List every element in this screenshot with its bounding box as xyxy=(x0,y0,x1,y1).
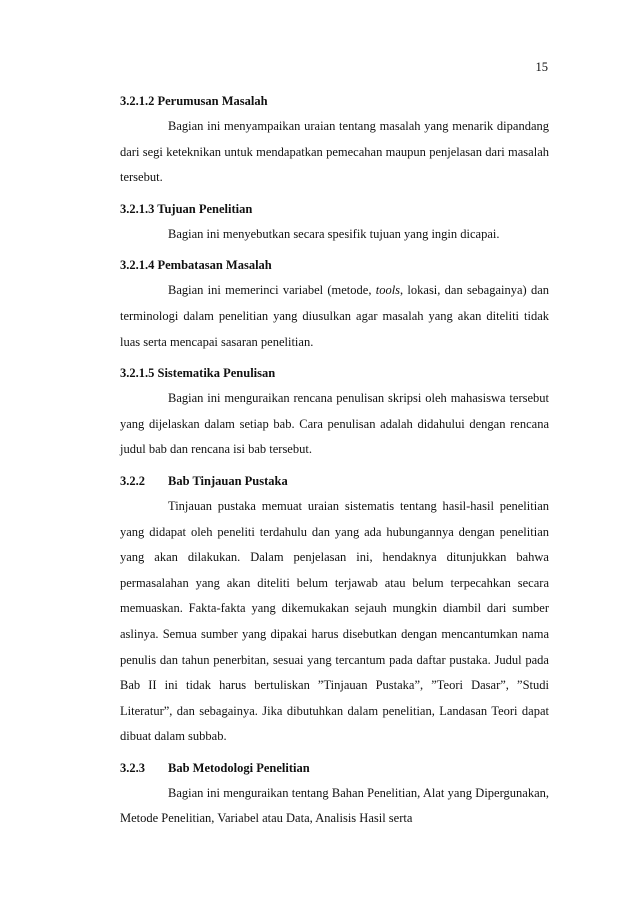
section-title: Sistematika Penulisan xyxy=(157,366,276,381)
section-number: 3.2.2 xyxy=(120,473,145,488)
section-number: 3.2.1.4 xyxy=(120,258,155,273)
italic-term: tools xyxy=(375,283,401,298)
section-number: 3.2.1.2 xyxy=(120,94,155,108)
section-paragraph: Bagian ini menguraikan rencana penulisan skripsi oleh mahasiswa tersebut yang dijelaskan dalam setiap bab. Cara penulisan adalah didahului dengan rencana judul bab dan rencana isi bab tersebut. xyxy=(120,391,549,457)
section-title: Bab Tinjauan Pustaka xyxy=(168,473,288,488)
section-perumusan-masalah xyxy=(120,88,549,191)
section-title: Perumusan Masalah xyxy=(157,94,268,108)
section-number: 3.2.3 xyxy=(120,760,145,775)
section-heading xyxy=(120,196,549,222)
section-title: Bab Metodologi Penelitian xyxy=(168,760,310,775)
section-number: 3.2.1.5 xyxy=(120,366,155,381)
section-paragraph: Bagian ini menyebutkan secara spesifik tujuan yang ingin dicapai. xyxy=(168,226,500,241)
section-heading xyxy=(120,252,549,278)
section-heading xyxy=(120,468,549,494)
paragraph-text: , lokasi, dan sebagainya) dan terminologi dalam penelitian yang diusulkan agar masalah yang akan diteliti tidak luas serta mencapai sasaran penelitian. xyxy=(120,283,549,349)
section-paragraph: Bagian ini menyampaikan uraian tentang masalah yang menarik dipandang dari segi keteknikan untuk mendapatkan pemecahan maupun penjelasan dari masalah tersebut. xyxy=(120,119,549,185)
paragraph-text: Bagian ini memerinci variabel (metode, xyxy=(168,283,376,298)
section-pembatasan-masalah xyxy=(120,252,549,355)
section-tinjauan-pustaka xyxy=(120,468,549,750)
section-title: Pembatasan Masalah xyxy=(157,258,272,273)
section-paragraph: Bagian ini menguraikan tentang Bahan Penelitian, Alat yang Dipergunakan, Metode Penelitian, Variabel atau Data, Analisis Hasil serta xyxy=(120,785,549,826)
section-tujuan-penelitian xyxy=(120,196,549,248)
document-body xyxy=(120,88,549,837)
section-number: 3.2.1.3 xyxy=(120,201,155,216)
page-number: 15 xyxy=(535,60,548,74)
section-sistematika-penulisan xyxy=(120,360,549,463)
section-title: Tujuan Penelitian xyxy=(157,201,253,216)
section-heading xyxy=(120,360,549,386)
section-heading xyxy=(120,88,549,114)
section-paragraph: Tinjauan pustaka memuat uraian sistematis tentang hasil-hasil penelitian yang didapat oleh peneliti terdahulu dan yang ada hubungannya dengan penelitian yang akan dilakukan. Dalam penjelasan ini, hendaknya ditunjukkan bahwa permasalahan yang akan diteliti belum terjawab atau belum terpecahkan secara memuaskan. Fakta-fakta yang dikemukakan sejauh mungkin diambil dari sumber aslinya. Semua sumber yang dipakai harus disebutkan dengan mencantumkan nama penulis dan tahun penerbitan, sesuai yang tercantum pada daftar pustaka. Judul pada Bab II ini tidak harus bertuliskan ”Tinjauan Pustaka”, ”Teori Dasar”, ”Studi Literatur”, dan sebagainya. Jika dibutuhkan dalam penelitian, Landasan Teori dapat dibuat dalam subbab. xyxy=(120,498,549,744)
section-heading xyxy=(120,755,549,781)
section-metodologi-penelitian xyxy=(120,755,549,832)
section-paragraph xyxy=(120,278,549,355)
